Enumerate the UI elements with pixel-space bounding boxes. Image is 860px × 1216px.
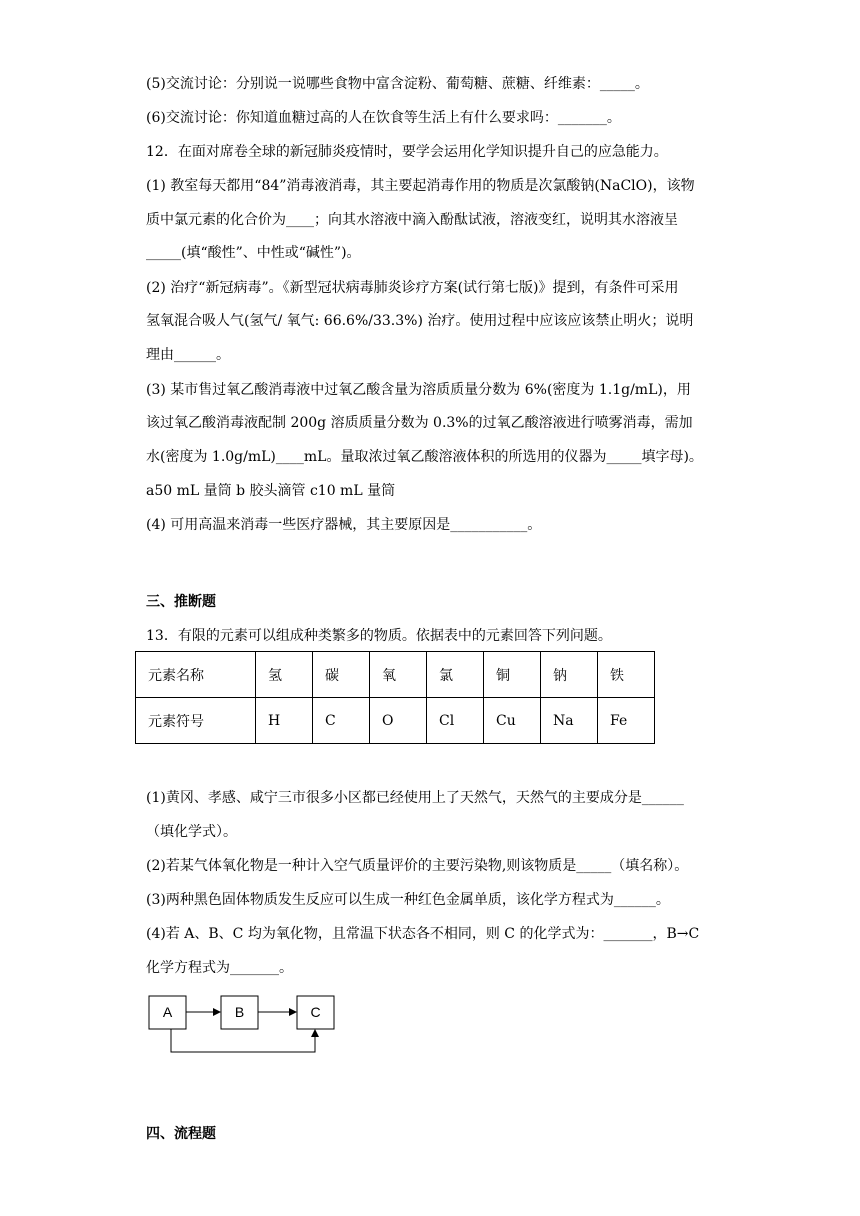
text-line: (4)若 A、B、C 均为氧化物，且常温下状态各不相同，则 C 的化学式为：_______，B→C [146, 926, 700, 942]
table-cell: Na [541, 698, 598, 744]
table-cell: H [256, 698, 313, 744]
text-line: a50 mL 量筒 b 胶头滴管 c10 mL 量筒 [146, 483, 396, 499]
flow-diagram [140, 990, 350, 1062]
table-cell: 铁 [598, 652, 655, 698]
label-b: B [234, 1004, 245, 1020]
text-line: (3) 某市售过氧乙酸消毒液中过氧乙酸含量为溶质质量分数为 6%(密度为 1.1g/mL)，用 [146, 382, 691, 398]
table-cell: 氢 [256, 652, 313, 698]
table-cell: 碳 [313, 652, 370, 698]
text-line: (1)黄冈、孝感、咸宁三市很多小区都已经使用上了天然气，天然气的主要成分是______ [146, 790, 684, 806]
element-table [135, 651, 655, 744]
text-line: （填化学式）。 [146, 824, 237, 840]
label-c: C [310, 1004, 321, 1020]
table-cell: 元素符号 [136, 698, 256, 744]
text-line: (5)交流讨论：分别说一说哪些食物中富含淀粉、葡萄糖、蔗糖、纤维素：_____。 [146, 76, 649, 92]
text-line: 理由______。 [146, 347, 230, 363]
table-cell: 氯 [427, 652, 484, 698]
section-heading: 四、流程题 [146, 1126, 216, 1142]
table-row [136, 698, 655, 744]
text-line: (4) 可用高温来消毒一些医疗器械，其主要原因是___________。 [146, 517, 542, 533]
text-line: 氢氧混合吸人气(氢气/ 氧气: 66.6%/33.3%) 治疗。使用过程中应该应该禁止明火；说明 [146, 313, 694, 329]
text-line: (3)两种黑色固体物质发生反应可以生成一种红色金属单质，该化学方程式为______。 [146, 892, 670, 908]
text-line: (2) 治疗“新冠病毒”。《新型冠状病毒肺炎诊疗方案(试行第七版)》提到，有条件可采用 [146, 280, 679, 296]
table-cell: Cu [484, 698, 541, 744]
table-cell: 铜 [484, 652, 541, 698]
text-line: (6)交流讨论：你知道血糖过高的人在饮食等生活上有什么要求吗：_______。 [146, 110, 621, 126]
table-cell: C [313, 698, 370, 744]
question-13: 13．有限的元素可以组成种类繁多的物质。依据表中的元素回答下列问题。 [146, 628, 612, 644]
table-cell: 氧 [370, 652, 427, 698]
text-line: 质中氯元素的化合价为____；向其水溶液中滴入酚酞试液，溶液变红，说明其水溶液呈 [146, 212, 678, 228]
text-line: _____(填“酸性”、中性或“碱性”)。 [146, 245, 361, 261]
arrow-a-c [171, 1029, 315, 1052]
question-12: 12．在面对席卷全球的新冠肺炎疫情时，要学会运用化学知识提升自己的应急能力。 [146, 144, 668, 160]
text-line: 水(密度为 1.0g/mL)____mL。量取浓过氧乙酸溶液体积的所选用的仪器为_____填字母)。 [146, 449, 703, 465]
section-heading: 三、推断题 [146, 594, 216, 610]
label-a: A [162, 1004, 173, 1020]
table-cell: 钠 [541, 652, 598, 698]
text-line: (2)若某气体氧化物是一种计入空气质量评价的主要污染物,则该物质是_____（填名称）。 [146, 858, 689, 874]
table-cell: Fe [598, 698, 655, 744]
table-cell: 元素名称 [136, 652, 256, 698]
text-line: 该过氧乙酸消毒液配制 200g 溶质质量分数为 0.3%的过氧乙酸溶液进行喷雾消毒，需加 [146, 415, 693, 431]
table-cell: Cl [427, 698, 484, 744]
table-cell: O [370, 698, 427, 744]
text-line: 化学方程式为_______。 [146, 960, 293, 976]
table-row [136, 652, 655, 698]
text-line: (1) 教室每天都用“84”消毒液消毒，其主要起消毒作用的物质是次氯酸钠(NaClO)，该物 [146, 178, 695, 194]
